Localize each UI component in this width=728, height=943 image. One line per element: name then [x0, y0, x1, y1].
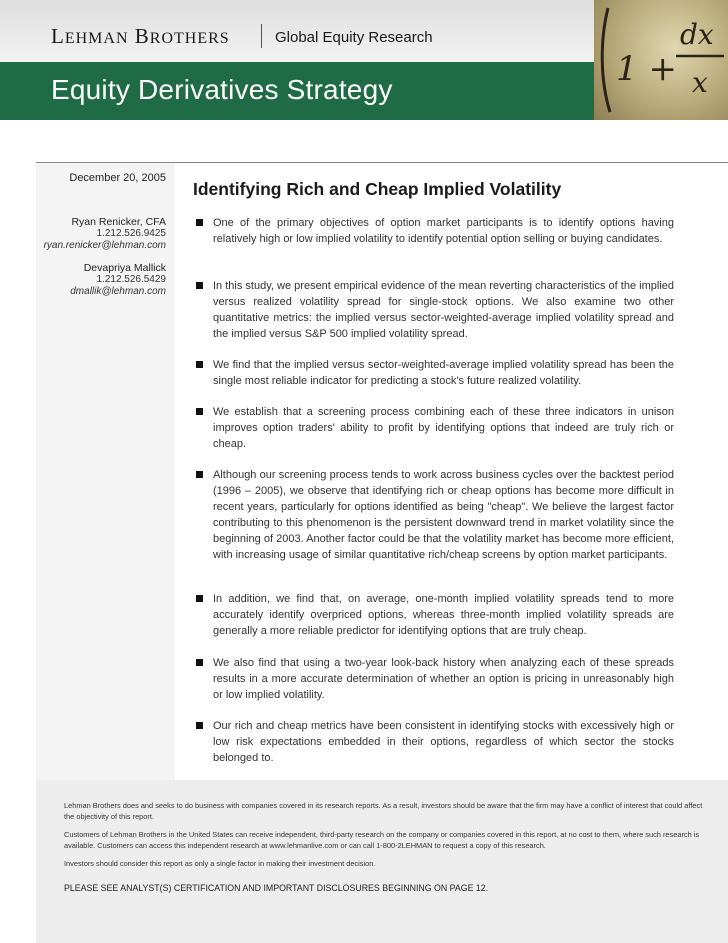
header-subtitle: Global Equity Research [275, 29, 433, 46]
analyst-name: Devapriya Mallick [83, 262, 166, 274]
bullet-text: Although our screening process tends to work across business cycles over the backtest period (1996 – 2005), we observe that identifying rich or cheap options has become more difficult in recent years, particularly for options identified as being "cheap". We believe the largest factor contributing to this phenomenon is the persistent downward trend in market volatility since the beginning of 2003. Another factor could be that the volatility market has become more efficient, with increasing usage of similar quantitative rich/cheap screens by option market participants. [213, 469, 674, 561]
square-bullet-icon [196, 408, 203, 415]
bullet-item [196, 591, 674, 639]
square-bullet-icon [196, 471, 203, 478]
report-date: December 20, 2005 [69, 172, 166, 184]
formula-dx: dx [680, 18, 714, 51]
document-title: Identifying Rich and Cheap Implied Volatility [193, 179, 562, 199]
bullet-item [196, 718, 674, 766]
formula-drawing [594, 0, 728, 120]
square-bullet-icon [196, 282, 203, 289]
bullet-item [196, 278, 674, 342]
left-paren-icon [602, 8, 610, 112]
square-bullet-icon [196, 361, 203, 368]
bullet-item [196, 655, 674, 703]
lehman-brothers-logo: LEHMAN BROTHERS [51, 24, 230, 48]
formula-image [594, 0, 728, 120]
bullet-text: In addition, we find that, on average, one-month implied volatility spreads tend to more accurately identify overpriced options, whereas three-month implied volatility spreads are generally a more reliable predictor for identifying options that are truly cheap. [213, 593, 674, 637]
bullet-text: One of the primary objectives of option market participants is to identify options having relatively high or low implied volatility to identify potential option selling or buying candidates. [213, 217, 674, 245]
investor-notice: Investors should consider this report as only a single factor in making their investment decision. [64, 859, 376, 868]
bullet-item [196, 404, 674, 452]
bullet-text: We find that the implied versus sector-weighted-average implied volatility spread has been the single most reliable indicator for predicting a stock's future realized volatility. [213, 359, 674, 387]
analyst-phone: 1.212.526.9425 [96, 228, 166, 239]
bullet-text: Our rich and cheap metrics have been consistent in identifying stocks with excessively high or low risk expectations embedded in their options, regardless of which sector the stocks belonged to. [213, 720, 674, 764]
square-bullet-icon [196, 219, 203, 226]
bullet-item [196, 215, 674, 247]
analyst-email[interactable]: dmallik@lehman.com [70, 286, 166, 297]
analyst-card [36, 262, 166, 298]
square-bullet-icon [196, 595, 203, 602]
formula-one-plus: 1 + [616, 49, 677, 89]
bullet-item [196, 467, 674, 563]
logo-divider [261, 24, 262, 48]
analyst-card [36, 216, 166, 252]
bullet-text: We establish that a screening process combining each of these three indicators in unison improves option traders' ability to profit by identifying options that indeed are truly rich or cheap. [213, 406, 674, 450]
analyst-name: Ryan Renicker, CFA [71, 216, 166, 228]
independent-research-notice: Customers of Lehman Brothers in the United States can receive independent, third-party research on the company or companies covered in this report, at no cost to them, where such research is available. Customers can access this independent research at www.lehmanlive.com or can call 1-800-2LEHMAN to request a copy of this research. [64, 830, 700, 850]
disclosure-notice: PLEASE SEE ANALYST(S) CERTIFICATION AND IMPORTANT DISCLOSURES BEGINNING ON PAGE 12. [64, 883, 489, 893]
square-bullet-icon [196, 659, 203, 666]
bullet-text: We also find that using a two-year look-back history when analyzing each of these spreads results in a more accurate determination of whether an option is pricing in unreasonably high or low implied volatility. [213, 657, 674, 701]
bullet-text: In this study, we present empirical evidence of the mean reverting characteristics of the implied versus realized volatility spread for single-stock options. We also examine two other quantitative metrics: the implied versus sector-weighted-average implied volatility spread and the implied versus S&P 500 implied volatility spread. [213, 280, 674, 340]
bullet-item [196, 357, 674, 389]
square-bullet-icon [196, 722, 203, 729]
conflict-notice: Lehman Brothers does and seeks to do business with companies covered in its research reports. As a result, investors should be aware that the firm may have a conflict of interest that could affect the objectivity of this report. [64, 801, 703, 821]
formula-x: x [692, 66, 708, 99]
analyst-phone: 1.212.526.5429 [96, 274, 166, 285]
left-sidebar [36, 163, 175, 780]
analyst-email[interactable]: ryan.renicker@lehman.com [43, 240, 166, 251]
banner-title: Equity Derivatives Strategy [51, 74, 393, 105]
